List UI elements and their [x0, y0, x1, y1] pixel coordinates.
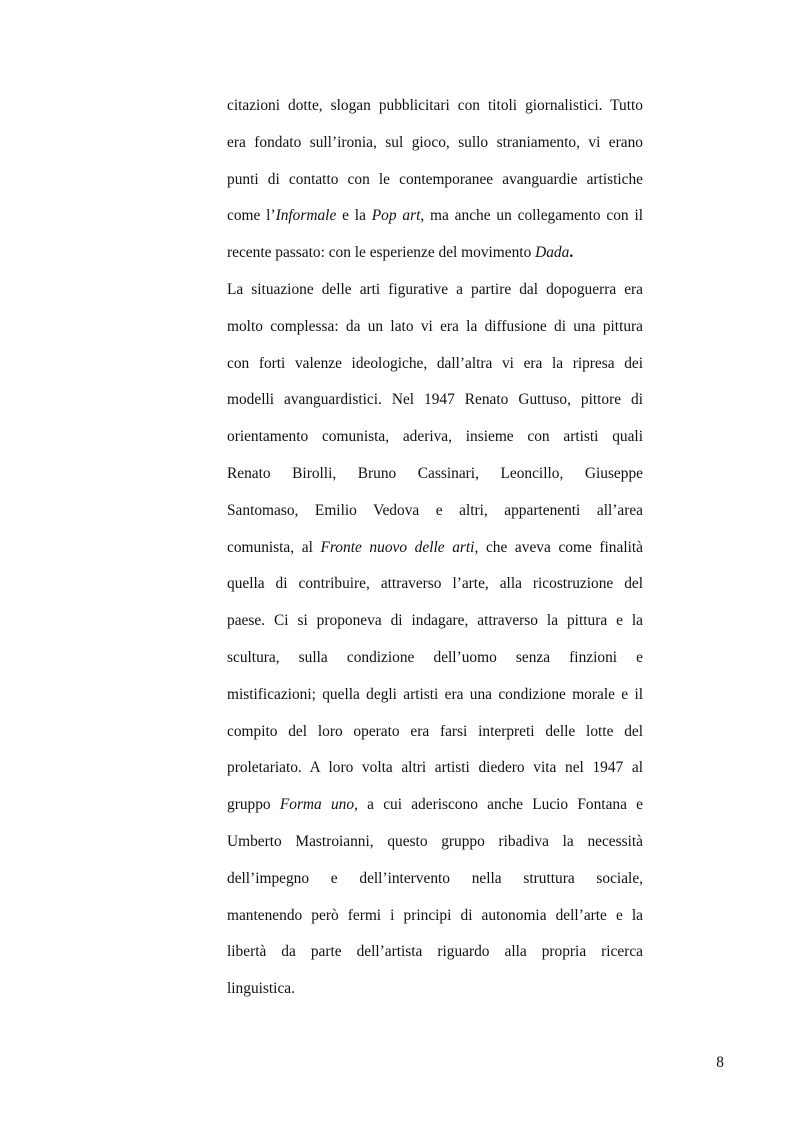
- italic-term: Dada: [535, 244, 570, 262]
- text-run: , ma anche un collegamento con il: [420, 207, 643, 225]
- paragraph: [227, 272, 643, 1008]
- text-line: proletariato. A loro volta altri artisti diedero vita nel 1947 al: [227, 759, 643, 777]
- text-line: Santomaso, Emilio Vedova e altri, appartenenti all’area: [227, 501, 643, 519]
- text-line: mistificazioni; quella degli artisti era una condizione morale e il: [227, 685, 643, 703]
- italic-term: Pop art: [371, 207, 421, 225]
- text-run: e la: [336, 207, 372, 225]
- text-line: citazioni dotte, slogan pubblicitari con titoli giornalistici. Tutto: [227, 97, 643, 114]
- text-run: gruppo: [227, 796, 280, 814]
- page-number: 8: [716, 1054, 724, 1071]
- text-line: [227, 235, 643, 272]
- italic-term: Informale: [275, 207, 337, 225]
- text-line: La situazione delle arti figurative a partire dal dopoguerra era: [227, 280, 643, 298]
- text-run: comunista, al: [227, 538, 321, 556]
- text-line: Renato Birolli, Bruno Cassinari, Leoncillo, Giuseppe: [227, 464, 643, 482]
- paragraph: [227, 88, 643, 272]
- italic-term: Fronte nuovo delle arti,: [320, 538, 479, 556]
- italic-term: Forma uno: [279, 796, 355, 814]
- text-run: che aveva come finalità: [478, 538, 643, 556]
- text-line: molto complessa: da un lato vi era la diffusione di una pittura: [227, 317, 643, 335]
- text-line: era fondato sull’ironia, sul gioco, sullo straniamento, vi erano: [227, 133, 643, 151]
- text-line: dell’impegno e dell’intervento nella struttura sociale,: [227, 869, 643, 887]
- text-line: linguistica.: [227, 980, 295, 998]
- text-line: scultura, sulla condizione dell’uomo senza finzioni e: [227, 648, 643, 666]
- text-line: [227, 530, 643, 567]
- text-line: mantenendo però fermi i principi di autonomia dell’arte e la: [227, 906, 643, 924]
- text-line: [227, 787, 643, 824]
- text-line: Umberto Mastroianni, questo gruppo ribadiva la necessità: [227, 832, 643, 850]
- text-line: punti di contatto con le contemporanee avanguardie artistiche: [227, 170, 643, 188]
- text-line: [227, 198, 643, 235]
- text-run: , a cui aderiscono anche Lucio Fontana e: [354, 796, 644, 814]
- text-line: modelli avanguardistici. Nel 1947 Renato Guttuso, pittore di: [227, 391, 643, 409]
- text-run: come l’: [227, 207, 276, 225]
- text-line: quella di contribuire, attraverso l’arte, alla ricostruzione del: [227, 575, 643, 593]
- text-line: compito del loro operato era farsi interpreti delle lotte del: [227, 722, 643, 740]
- text-run: recente passato: con le esperienze del movimento: [227, 244, 536, 262]
- bold-period: .: [569, 244, 574, 262]
- text-line: orientamento comunista, aderiva, insieme con artisti quali: [227, 428, 643, 446]
- text-line: libertà da parte dell’artista riguardo alla propria ricerca: [227, 943, 643, 961]
- text-line: paese. Ci si proponeva di indagare, attraverso la pittura e la: [227, 612, 643, 630]
- text-line: con forti valenze ideologiche, dall’altra vi era la ripresa dei: [227, 354, 643, 372]
- document-body: [227, 88, 643, 1008]
